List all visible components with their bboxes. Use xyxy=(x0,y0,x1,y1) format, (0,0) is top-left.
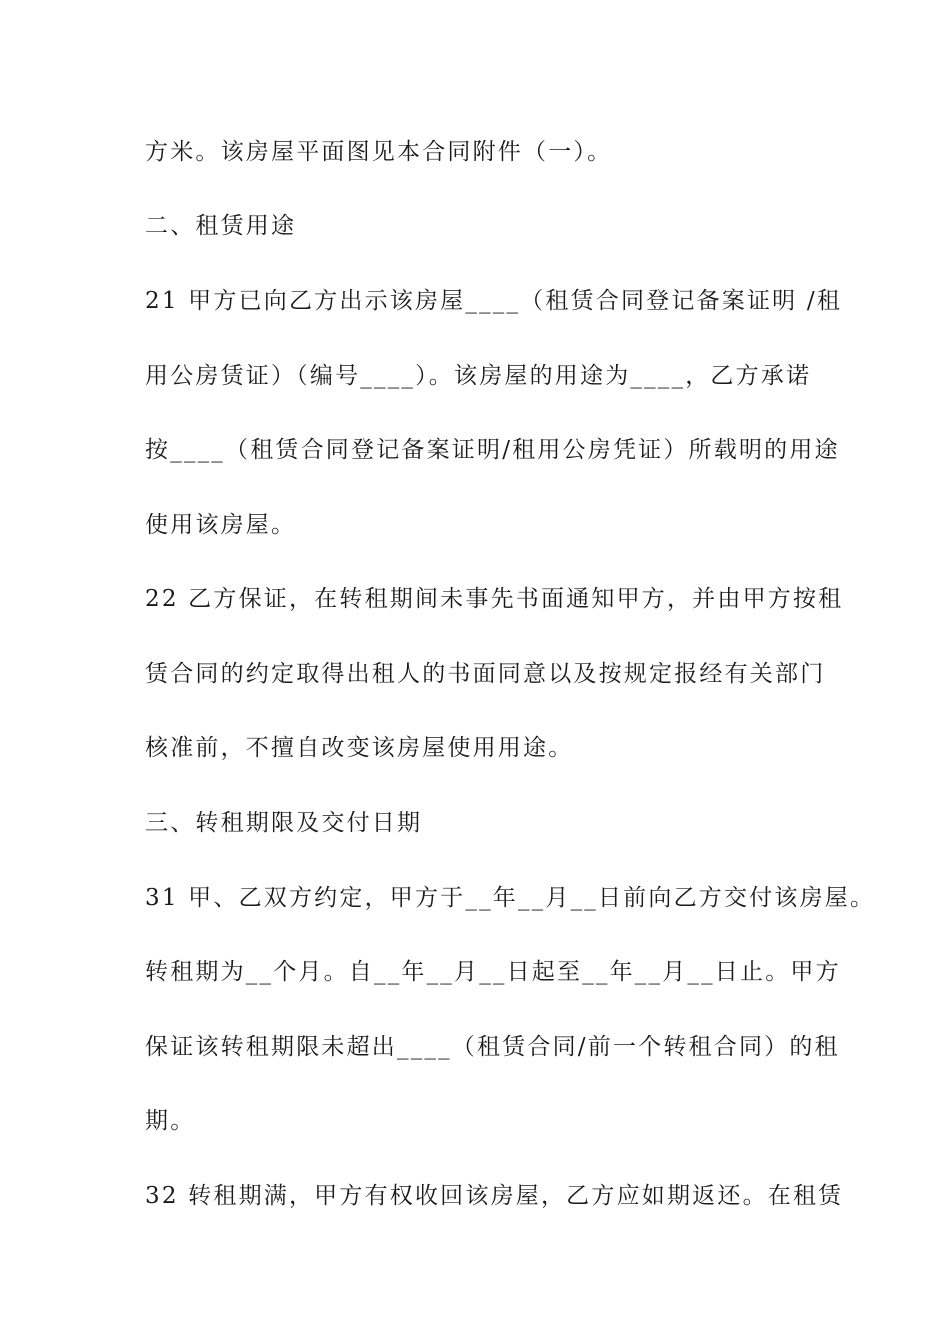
text-line: 转租期为__个月。自__年__月__日起至__年__月__日止。甲方 xyxy=(145,959,841,985)
text-line: 方米。该房屋平面图见本合同附件（一）。 xyxy=(145,139,613,165)
text-line: 22 乙方保证，在转租期间未事先书面通知甲方，并由甲方按租 xyxy=(145,586,844,612)
text-line: 核准前，不擅自改变该房屋使用用途。 xyxy=(145,735,574,761)
text-line: 使用该房屋。 xyxy=(145,512,297,538)
section-heading: 二、租赁用途 xyxy=(145,213,297,239)
section-heading: 三、转租期限及交付日期 xyxy=(145,810,423,836)
text-line: 保证该转租期限未超出____（租赁合同/前一个转租合同）的租 xyxy=(145,1034,840,1060)
text-line: 用公房赁证）（编号____）。该房屋的用途为____，乙方承诺 xyxy=(145,363,812,389)
text-line: 31 甲、乙双方约定，甲方于__年__月__日前向乙方交付该房屋。 xyxy=(145,885,876,911)
text-line: 21 甲方已向乙方出示该房屋____（租赁合同登记备案证明 /租 xyxy=(145,288,843,314)
text-line: 32 转租期满，甲方有权收回该房屋，乙方应如期返还。在租赁 xyxy=(145,1183,844,1209)
text-line: 赁合同的约定取得出租人的书面同意以及按规定报经有关部门 xyxy=(145,661,826,687)
text-line: 期。 xyxy=(145,1108,196,1134)
text-line: 按____（租赁合同登记备案证明/租用公房凭证）所载明的用途 xyxy=(145,437,840,463)
